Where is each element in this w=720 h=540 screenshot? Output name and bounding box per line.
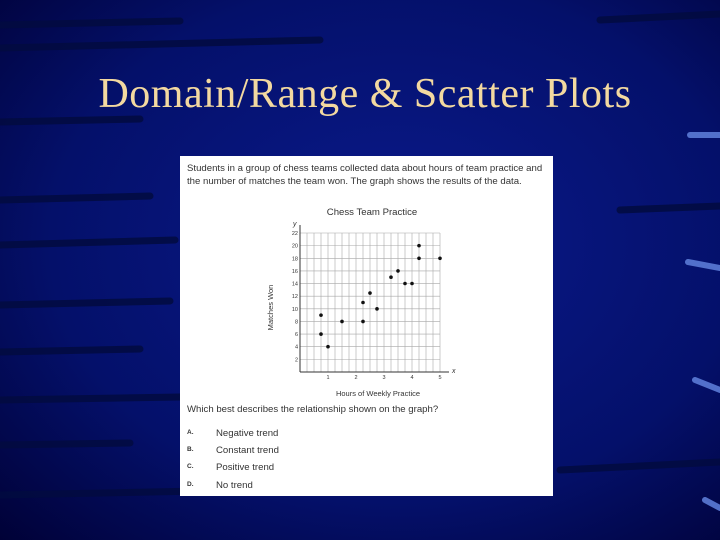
data-point (319, 313, 323, 317)
data-point (368, 291, 372, 295)
data-point (326, 345, 330, 349)
data-point (361, 301, 365, 305)
background-streak (0, 196, 150, 200)
y-axis-label: Matches Won (266, 284, 275, 331)
y-tick-label: 8 (294, 319, 298, 326)
y-tick-label: 4 (294, 344, 298, 351)
x-tick-label: 1 (326, 375, 330, 381)
data-point (396, 269, 400, 273)
problem-card (180, 156, 553, 496)
data-point (403, 282, 407, 286)
background-streak (0, 240, 175, 245)
background-streak (0, 21, 180, 25)
background-streak (620, 206, 720, 210)
choice-c[interactable] (187, 462, 387, 476)
choice-text: Constant trend (216, 445, 279, 456)
data-point (340, 320, 344, 324)
data-point (417, 244, 421, 248)
y-tick-label: 18 (291, 256, 298, 263)
y-tick-label: 10 (291, 306, 298, 313)
background-streak (0, 301, 170, 305)
background-streak (0, 119, 140, 122)
choice-text: Positive trend (216, 462, 275, 473)
choice-d[interactable] (187, 480, 387, 494)
slide-title: Domain/Range & Scatter Plots (98, 71, 632, 117)
y-tick-label: 2 (294, 357, 298, 364)
choice-text: No trend (216, 480, 253, 491)
chart-title: Chess Team Practice (326, 207, 418, 218)
background-streak (0, 443, 130, 445)
choice-letter: D. (187, 481, 194, 488)
choice-text: Negative trend (216, 428, 279, 439)
problem-question: Which best describes the relationship shown on the graph? (187, 404, 439, 415)
x-tick-label: 4 (410, 375, 414, 381)
choice-letter: B. (187, 446, 194, 453)
x-tick-label: 5 (438, 375, 442, 381)
x-axis-letter: x (452, 368, 456, 375)
choice-a[interactable] (187, 428, 387, 442)
y-tick-label: 20 (291, 243, 298, 250)
y-tick-label: 22 (291, 231, 298, 237)
y-tick-label: 12 (291, 294, 298, 301)
choice-letter: C. (187, 463, 194, 470)
background-streak (0, 397, 180, 400)
background-streak (0, 349, 140, 352)
data-point (389, 275, 393, 279)
data-point (361, 320, 365, 324)
data-point (410, 282, 414, 286)
y-tick-label: 16 (291, 268, 298, 275)
background-streak (0, 491, 200, 495)
x-tick-label: 3 (382, 375, 386, 381)
y-tick-label: 14 (291, 281, 298, 288)
x-tick-label: 2 (354, 375, 358, 381)
data-point (438, 256, 442, 260)
choice-b[interactable] (187, 445, 387, 459)
choice-letter: A. (187, 429, 194, 436)
data-point (375, 307, 379, 311)
problem-prompt: Students in a group of chess teams collected data about hours of team practice and the number of matches the team won. The graph shows the results of the data. (187, 163, 543, 187)
y-axis-letter: y (293, 221, 297, 228)
data-point (319, 332, 323, 336)
x-axis-label: Hours of Weekly Practice (335, 389, 421, 398)
y-tick-label: 6 (294, 332, 298, 339)
data-point (417, 256, 421, 260)
